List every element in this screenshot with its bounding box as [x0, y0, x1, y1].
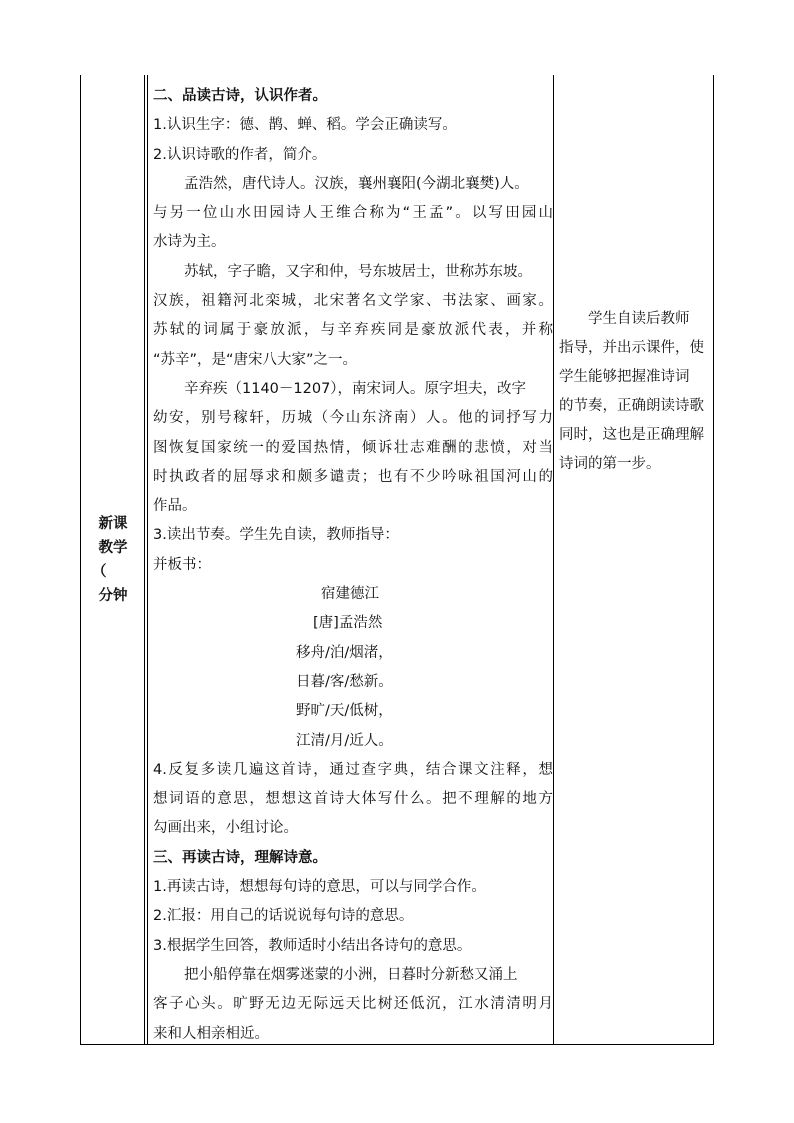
content-line: 1.认识生字：德、鹊、蝉、稻。学会正确读写。	[153, 117, 457, 134]
section-label-line: （	[92, 564, 107, 580]
content-line: 2.认识诗歌的作者，简介。	[153, 146, 327, 163]
teacher-note-line: 诗词的第一步。	[559, 456, 661, 472]
teacher-note-cell	[559, 305, 714, 479]
section-label-cell	[82, 512, 144, 608]
table-border-right	[713, 75, 714, 1045]
content-line: 来和人相亲相近。	[153, 1025, 269, 1042]
content-line: 客子心头。旷野无边无际远天比树还低沉，江水清清明月	[153, 996, 553, 1013]
poem-line: [唐]孟浩然	[313, 615, 383, 632]
content-line: 苏轼，字子瞻，又字和仲，号东坡居士，世称苏东坡。	[184, 263, 532, 280]
teacher-note-line: 同时，这也是正确理解	[559, 427, 704, 443]
section-label-line: 分钟	[98, 588, 128, 604]
teacher-note-line: 学生自读后教师	[588, 311, 690, 327]
content-line: 并板书：	[153, 556, 211, 573]
content-line: 孟浩然，唐代诗人。汉族，襄州襄阳(今湖北襄樊)人。	[184, 175, 529, 192]
teacher-note-line: 指导，并出示课件，使	[559, 340, 704, 356]
content-line: 与另一位山水田园诗人王维合称为“王孟”。以写田园山	[153, 205, 553, 222]
content-line: 想词语的意思，想想这首诗大体写什么。把不理解的地方	[153, 791, 553, 808]
content-line: 辛弃疾（1140－1207），南宋词人。原字坦夫，改字	[184, 380, 527, 397]
content-line: 作品。	[153, 498, 197, 515]
poem-line: 宿建德江	[321, 586, 379, 603]
content-line: 水诗为主。	[153, 234, 226, 251]
content-line: “苏辛”，是“唐宋八大家”之一。	[153, 351, 358, 368]
content-line: 3.根据学生回答，教师适时小结出各诗句的意思。	[153, 937, 472, 954]
poem-line: 野旷/天/低树，	[296, 703, 393, 720]
content-line: 时执政者的屈辱求和颇多谴责；也有不少吟咏祖国河山的	[153, 468, 553, 485]
section-heading: 三、再读古诗，理解诗意。	[153, 849, 327, 866]
content-line: 勾画出来，小组讨论。	[153, 820, 298, 837]
content-line: 2.汇报：用自己的话说说每句诗的意思。	[153, 908, 414, 925]
poem-line: 日暮/客/愁新。	[296, 673, 393, 690]
content-line: 1.再读古诗，想想每句诗的意思，可以与同学合作。	[153, 879, 486, 896]
section-heading: 二、品读古诗，认识作者。	[153, 88, 327, 104]
lesson-content-cell	[153, 82, 553, 1049]
teacher-note-line: 学生能够把握准诗词	[559, 369, 690, 385]
content-line: 图恢复国家统一的爱国热情，倾诉壮志难酬的悲愤，对当	[153, 439, 553, 456]
teacher-note-line: 的节奏，正确朗读诗歌	[559, 398, 704, 414]
content-line: 把小船停靠在烟雾迷蒙的小洲，日暮时分新愁又涌上	[184, 966, 518, 983]
content-line: 3.读出节奏。学生先自读，教师指导：	[153, 527, 399, 544]
poem-line: 移舟/泊/烟渚，	[296, 644, 393, 661]
content-line: 4.反复多读几遍这首诗，通过查字典，结合课文注释，想	[153, 761, 553, 778]
table-divider-content	[553, 75, 554, 1045]
content-line: 幼安，别号稼轩，历城（今山东济南）人。他的词抒写力	[153, 410, 553, 427]
poem-line: 江清/月/近人。	[296, 732, 393, 749]
content-line: 汉族，祖籍河北栾城，北宋著名文学家、书法家、画家。	[153, 293, 553, 310]
table-divider-label	[144, 75, 148, 1045]
section-label-line: 新课	[98, 516, 128, 532]
table-border-left	[80, 75, 81, 1045]
section-label-line: 教学	[98, 540, 128, 556]
content-line: 苏轼的词属于豪放派，与辛弃疾同是豪放派代表，并称	[153, 322, 553, 339]
